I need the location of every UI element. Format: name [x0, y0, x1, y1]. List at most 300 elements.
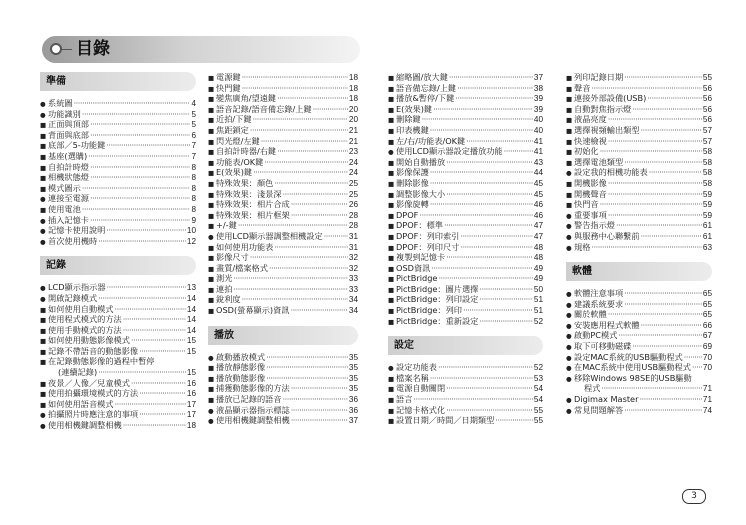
toc-entry[interactable] — [208, 231, 358, 242]
toc-entry[interactable] — [388, 125, 543, 136]
square-bullet-icon: ■ — [388, 126, 395, 135]
toc-page-number: 69 — [702, 342, 712, 352]
toc-page-number: 41 — [533, 147, 543, 157]
toc-entry-label: 調整影像大小 — [396, 188, 446, 199]
toc-entry[interactable] — [40, 119, 196, 130]
toc-entry[interactable] — [40, 367, 196, 378]
toc-entry-label: 選擇電池類型 — [574, 156, 624, 167]
toc-entry[interactable] — [388, 104, 543, 115]
toc-entry[interactable] — [40, 183, 196, 194]
toc-entry[interactable] — [566, 83, 712, 94]
toc-page-number: 70 — [702, 352, 712, 362]
square-bullet-icon: ■ — [208, 222, 215, 231]
toc-entry[interactable] — [388, 316, 543, 327]
toc-entry-label: 選擇視頻輸出類型 — [574, 124, 640, 135]
toc-entry[interactable] — [566, 93, 712, 104]
toc-page-number: 48 — [533, 242, 543, 252]
toc-entry[interactable] — [40, 420, 196, 431]
toc-entry[interactable] — [388, 83, 543, 94]
toc-page-number: 41 — [533, 136, 543, 146]
toc-entry[interactable] — [208, 167, 358, 178]
toc-entry-label: 液晶顯示器指示標誌 — [216, 404, 290, 415]
bullet-icon: ● — [40, 411, 46, 420]
toc-section — [40, 256, 196, 430]
toc-entry-label: 在MAC系統中使用USB驅動程式 — [574, 362, 691, 373]
toc-entry[interactable] — [388, 415, 543, 426]
toc-entry-label: 刪除鍵 — [396, 114, 421, 125]
square-bullet-icon: ■ — [40, 142, 47, 151]
toc-entry-label: 印表機鍵 — [396, 124, 429, 135]
toc-entry[interactable] — [566, 341, 712, 352]
square-bullet-icon: ■ — [40, 131, 47, 140]
dot-leader — [641, 320, 702, 331]
toc-entry[interactable] — [566, 146, 712, 157]
toc-entry-label: 影像旋轉 — [396, 199, 429, 210]
toc-entry[interactable] — [566, 309, 712, 320]
bullet-icon: ● — [566, 222, 572, 231]
toc-entry[interactable] — [566, 242, 712, 253]
toc-column-3 — [388, 72, 543, 436]
dot-leader — [413, 394, 533, 405]
square-bullet-icon: ■ — [566, 179, 573, 188]
square-bullet-icon: ■ — [388, 105, 395, 114]
toc-entry[interactable] — [40, 346, 196, 357]
dot-leader — [608, 136, 702, 147]
toc-entry[interactable] — [388, 220, 543, 231]
toc-entry[interactable] — [208, 405, 358, 416]
toc-entry[interactable] — [208, 220, 358, 231]
bullet-icon: ● — [566, 343, 572, 352]
toc-entry[interactable] — [40, 325, 196, 336]
toc-entry-label: 連接外部設備(USB) — [574, 93, 647, 104]
toc-page-number: 51 — [533, 295, 543, 305]
toc-page-number: 14 — [186, 325, 196, 335]
toc-entry[interactable] — [40, 314, 196, 325]
toc-entry[interactable] — [388, 167, 543, 178]
square-bullet-icon: ■ — [208, 285, 215, 294]
toc-page-number: 65 — [702, 299, 712, 309]
square-bullet-icon: ■ — [388, 243, 395, 252]
dot-leader — [455, 93, 533, 104]
toc-entry[interactable] — [40, 293, 196, 304]
toc-entry-label: 快速檢視 — [574, 135, 607, 146]
toc-entry[interactable] — [566, 220, 712, 231]
toc-entry-label: 啟動播放模式 — [216, 351, 266, 362]
toc-page-number: 53 — [533, 373, 543, 383]
toc-entry[interactable] — [40, 215, 196, 226]
toc-entry[interactable] — [388, 394, 543, 405]
toc-entry-label: OSD資訊 — [396, 262, 431, 273]
square-bullet-icon: ■ — [208, 179, 215, 188]
toc-entry[interactable] — [40, 130, 196, 141]
toc-entry[interactable] — [388, 93, 543, 104]
toc-page-number: 21 — [348, 136, 358, 146]
toc-entry[interactable] — [566, 362, 712, 373]
dot-leader — [446, 405, 533, 416]
toc-page-number: 55 — [533, 416, 543, 426]
toc-entry-label: 底部／5-功能鍵 — [48, 140, 106, 151]
toc-page-number: 63 — [702, 242, 712, 252]
square-bullet-icon: ■ — [40, 184, 47, 193]
dot-leader — [233, 284, 348, 295]
square-bullet-icon: ■ — [208, 307, 215, 316]
toc-entry-label: 電源鍵 — [216, 72, 241, 82]
toc-entry[interactable] — [208, 146, 358, 157]
toc-section — [208, 326, 358, 426]
square-bullet-icon: ■ — [566, 126, 573, 135]
toc-entry[interactable] — [208, 362, 358, 373]
bullet-icon: ● — [40, 216, 46, 225]
toc-entry-label: 與服務中心聯繫前 — [574, 230, 640, 241]
dot-leader — [479, 294, 533, 305]
toc-entry[interactable] — [566, 352, 712, 363]
toc-entry[interactable] — [208, 157, 358, 168]
square-bullet-icon: ■ — [388, 264, 395, 273]
toc-page-number: 31 — [348, 231, 358, 241]
dot-leader — [238, 220, 348, 231]
toc-entry[interactable] — [208, 263, 358, 274]
bullet-icon: ● — [40, 100, 46, 108]
toc-entry[interactable] — [40, 225, 196, 236]
toc-entry[interactable] — [208, 284, 358, 295]
toc-entry[interactable] — [208, 242, 358, 253]
toc-entry[interactable] — [388, 72, 543, 83]
square-bullet-icon: ■ — [40, 305, 47, 314]
dot-leader — [269, 263, 348, 274]
square-bullet-icon: ■ — [40, 316, 47, 325]
dot-leader — [591, 242, 702, 253]
dot-leader — [88, 151, 190, 162]
toc-entry-label: 刪除影像 — [396, 177, 429, 188]
toc-entry[interactable] — [388, 373, 543, 384]
toc-entry-label: 設定功能表 — [396, 362, 437, 373]
dot-leader — [608, 189, 702, 200]
toc-page-number: 65 — [702, 310, 712, 320]
bullet-icon: ● — [566, 374, 572, 383]
dot-leader — [291, 405, 348, 416]
toc-entry[interactable] — [208, 114, 358, 125]
toc-entry[interactable] — [388, 405, 543, 416]
toc-entry[interactable] — [566, 114, 712, 125]
toc-entry-label: 初始化 — [574, 146, 599, 157]
toc-entry[interactable] — [40, 335, 196, 346]
toc-page-number: 10 — [186, 226, 196, 236]
toc-entry[interactable] — [208, 252, 358, 263]
toc-page-number: 28 — [348, 221, 358, 231]
toc-entry[interactable] — [566, 210, 712, 221]
page-title: 目錄 — [76, 39, 110, 59]
toc-entry[interactable] — [388, 146, 543, 157]
toc-entry[interactable] — [566, 299, 712, 310]
bullet-icon: ● — [388, 148, 394, 157]
toc-entry[interactable] — [566, 104, 712, 115]
square-bullet-icon: ■ — [388, 158, 395, 167]
toc-entry[interactable] — [388, 157, 543, 168]
dot-leader — [98, 367, 186, 378]
toc-entry[interactable] — [566, 394, 712, 405]
dot-leader — [266, 352, 348, 363]
bullet-icon: ● — [566, 232, 572, 241]
dot-leader — [608, 178, 702, 189]
square-bullet-icon: ■ — [208, 116, 215, 125]
square-bullet-icon: ■ — [208, 148, 215, 157]
dot-leader — [250, 252, 348, 263]
bullet-icon: ● — [566, 211, 572, 220]
toc-page-number: 44 — [533, 168, 543, 178]
toc-page-number: 24 — [348, 157, 358, 167]
toc-entry[interactable] — [40, 378, 196, 389]
square-bullet-icon: ■ — [566, 105, 573, 114]
toc-entry[interactable] — [388, 273, 543, 284]
square-bullet-icon: ■ — [388, 406, 395, 415]
dot-leader — [90, 130, 190, 141]
toc-entry[interactable] — [388, 136, 543, 147]
toc-page-number: 52 — [533, 316, 543, 326]
toc-page-number: 24 — [348, 168, 358, 178]
toc-entry-label: 關於軟體 — [574, 309, 607, 320]
toc-entry[interactable] — [40, 409, 196, 420]
toc-entry[interactable] — [566, 231, 712, 242]
toc-entry-label: 移除Windows 98SE的USB驅動 — [574, 372, 692, 383]
toc-page-number: 8 — [191, 204, 196, 214]
toc-entry-label: 開啟記錄模式 — [48, 292, 98, 303]
toc-entry[interactable] — [208, 125, 358, 136]
toc-entry-label: 如何使用自動模式 — [48, 303, 114, 314]
toc-entry[interactable] — [208, 305, 358, 316]
toc-entry[interactable] — [566, 72, 712, 83]
toc-page-number: 39 — [533, 94, 543, 104]
toc-entry[interactable] — [208, 83, 358, 94]
toc-entry[interactable] — [566, 157, 712, 168]
toc-entry[interactable] — [208, 352, 358, 363]
dot-leader — [639, 394, 701, 405]
toc-page-number: 48 — [533, 253, 543, 263]
toc-entry-label: 特殊效果：顏色 — [216, 177, 274, 188]
bullet-icon: ● — [566, 321, 572, 330]
title-bullet-icon — [50, 43, 62, 55]
toc-entry[interactable] — [388, 231, 543, 242]
toc-entry-label: E(效果)鍵 — [396, 103, 433, 114]
dot-leader — [324, 231, 348, 242]
toc-entry[interactable] — [40, 193, 196, 204]
dot-leader — [123, 325, 186, 336]
toc-entry-label: 縮略圖/放大鍵 — [396, 72, 448, 82]
toc-entry[interactable] — [388, 210, 543, 221]
toc-entry-label: 捕獲動態影像的方法 — [216, 383, 290, 394]
toc-entry-label: 影像保護 — [396, 167, 429, 178]
toc-entry[interactable] — [208, 210, 358, 221]
toc-entry-label: 取下可移動磁碟 — [574, 341, 632, 352]
toc-page-number: 36 — [348, 395, 358, 405]
toc-entry[interactable] — [208, 383, 358, 394]
square-bullet-icon: ■ — [208, 137, 215, 146]
square-bullet-icon: ■ — [388, 116, 395, 125]
toc-page-number: 35 — [348, 363, 358, 373]
bullet-icon: ● — [566, 396, 572, 405]
toc-entry-label: 相機狀態燈 — [48, 172, 89, 183]
section-header: 軟體 — [566, 262, 712, 281]
toc-entry-label: 電源自動關閉 — [396, 383, 446, 394]
toc-entry[interactable] — [40, 140, 196, 151]
square-bullet-icon: ■ — [40, 400, 47, 409]
square-bullet-icon: ■ — [566, 74, 573, 82]
toc-entry[interactable] — [208, 394, 358, 405]
toc-entry-label: 功能識別 — [48, 108, 81, 119]
square-bullet-icon: ■ — [388, 179, 395, 188]
toc-page-number: 6 — [191, 130, 196, 140]
toc-entry[interactable] — [566, 136, 712, 147]
toc-entry[interactable] — [208, 178, 358, 189]
toc-entry-label: 左/右/功能表/OK鍵 — [396, 135, 466, 146]
toc-entry[interactable] — [208, 72, 358, 83]
toc-entry[interactable] — [208, 104, 358, 115]
dot-leader — [242, 294, 348, 305]
toc-entry[interactable] — [388, 199, 543, 210]
dot-leader — [139, 346, 186, 357]
toc-entry[interactable] — [566, 189, 712, 200]
toc-page-number: 8 — [191, 173, 196, 183]
toc-entry-label: DPOF：列印尺寸 — [396, 241, 460, 252]
toc-page-number: 33 — [348, 274, 358, 284]
dot-leader — [82, 109, 191, 120]
toc-entry[interactable] — [388, 114, 543, 125]
square-bullet-icon: ■ — [388, 317, 395, 326]
toc-entry[interactable] — [388, 263, 543, 274]
dot-leader — [266, 362, 348, 373]
dot-leader — [250, 125, 348, 136]
toc-entry-label: PictBridge：圖片選擇 — [396, 283, 479, 294]
toc-page-number: 7 — [191, 141, 196, 151]
toc-page-number: 56 — [702, 94, 712, 104]
toc-entry[interactable] — [208, 199, 358, 210]
toc-page-number: 5 — [191, 109, 196, 119]
toc-entry[interactable] — [208, 93, 358, 104]
toc-entry[interactable] — [388, 294, 543, 305]
toc-entry[interactable] — [208, 415, 358, 426]
toc-entry[interactable] — [388, 178, 543, 189]
square-bullet-icon: ■ — [388, 190, 395, 199]
toc-section — [388, 336, 543, 426]
toc-page-number: 8 — [191, 162, 196, 172]
toc-entry[interactable] — [40, 151, 196, 162]
toc-page-number: 59 — [702, 210, 712, 220]
toc-entry[interactable] — [40, 282, 196, 293]
toc-entry[interactable] — [40, 204, 196, 215]
toc-entry[interactable] — [566, 288, 712, 299]
toc-entry[interactable] — [566, 125, 712, 136]
toc-entry-label: 銳利度 — [216, 294, 241, 305]
toc-entry[interactable] — [388, 189, 543, 200]
toc-page-number: 56 — [702, 104, 712, 114]
toc-entry[interactable] — [40, 399, 196, 410]
toc-entry-label: E(效果)鍵 — [216, 167, 253, 178]
toc-entry[interactable] — [566, 320, 712, 331]
toc-page-number: 15 — [186, 346, 196, 356]
toc-entry[interactable] — [566, 199, 712, 210]
dot-leader — [601, 383, 702, 394]
toc-entry[interactable] — [566, 405, 712, 416]
toc-page-number: 20 — [348, 115, 358, 125]
toc-entry[interactable] — [388, 284, 543, 295]
square-bullet-icon: ■ — [566, 95, 573, 104]
toc-entry-label: 拍攝照片時應注意的事項 — [48, 409, 139, 420]
dot-leader — [449, 72, 533, 83]
square-bullet-icon: ■ — [388, 254, 395, 263]
toc-page-number: 7 — [191, 151, 196, 161]
toc-entry-label: 語音記錄/語音備忘錄/上鍵 — [216, 103, 312, 114]
toc-page-number: 13 — [186, 283, 196, 293]
toc-entry[interactable] — [388, 362, 543, 373]
toc-entry[interactable] — [388, 242, 543, 253]
toc-entry[interactable] — [388, 383, 543, 394]
dot-leader — [123, 420, 186, 431]
toc-page-number: 54 — [533, 384, 543, 394]
square-bullet-icon: ■ — [388, 307, 395, 316]
dot-leader — [131, 378, 186, 389]
square-bullet-icon: ■ — [208, 211, 215, 220]
toc-section — [388, 72, 543, 326]
dot-leader — [90, 172, 190, 183]
square-bullet-icon: ■ — [388, 285, 395, 294]
toc-entry[interactable] — [388, 305, 543, 316]
toc-entry[interactable] — [208, 294, 358, 305]
toc-entry[interactable] — [40, 162, 196, 173]
toc-entry-label: 連拍 — [216, 283, 233, 294]
toc-entry[interactable] — [208, 273, 358, 284]
toc-page-number: 58 — [702, 168, 712, 178]
toc-entry[interactable] — [208, 373, 358, 384]
toc-entry[interactable] — [40, 388, 196, 399]
toc-entry[interactable] — [208, 136, 358, 147]
toc-page-number: 40 — [533, 115, 543, 125]
toc-entry-label: 軟體注意事項 — [574, 288, 624, 299]
toc-page-number: 59 — [702, 189, 712, 199]
toc-page-number: 59 — [702, 200, 712, 210]
toc-entry[interactable] — [388, 252, 543, 263]
toc-entry[interactable] — [40, 304, 196, 315]
toc-page-number: 18 — [348, 83, 358, 93]
toc-entry[interactable] — [566, 330, 712, 341]
toc-page-number: 16 — [186, 389, 196, 399]
bullet-icon: ● — [208, 417, 214, 426]
toc-page-number: 32 — [348, 263, 358, 273]
toc-entry-label: 使用手動模式的方法 — [48, 324, 122, 335]
toc-entry[interactable] — [566, 383, 712, 394]
toc-entry[interactable] — [566, 167, 712, 178]
toc-entry[interactable] — [566, 373, 712, 384]
toc-entry[interactable] — [208, 189, 358, 200]
toc-entry[interactable] — [40, 236, 196, 247]
toc-section — [40, 72, 196, 246]
toc-entry[interactable] — [40, 172, 196, 183]
dot-leader — [624, 288, 702, 299]
toc-page-number: 74 — [702, 405, 712, 415]
square-bullet-icon: ■ — [388, 201, 395, 210]
square-bullet-icon: ■ — [388, 275, 395, 284]
toc-entry[interactable] — [40, 98, 196, 109]
dot-leader — [242, 83, 348, 94]
dot-leader — [463, 305, 533, 316]
toc-entry[interactable] — [40, 109, 196, 120]
toc-entry[interactable] — [40, 356, 196, 367]
bullet-icon: ● — [40, 110, 46, 119]
toc-entry-label: 語言 — [396, 394, 413, 405]
toc-entry-label: PictBridge — [396, 273, 438, 284]
dot-leader — [74, 98, 191, 109]
toc-entry-label: 開始自動播放 — [396, 156, 446, 167]
dot-leader — [608, 114, 702, 125]
toc-entry[interactable] — [566, 178, 712, 189]
